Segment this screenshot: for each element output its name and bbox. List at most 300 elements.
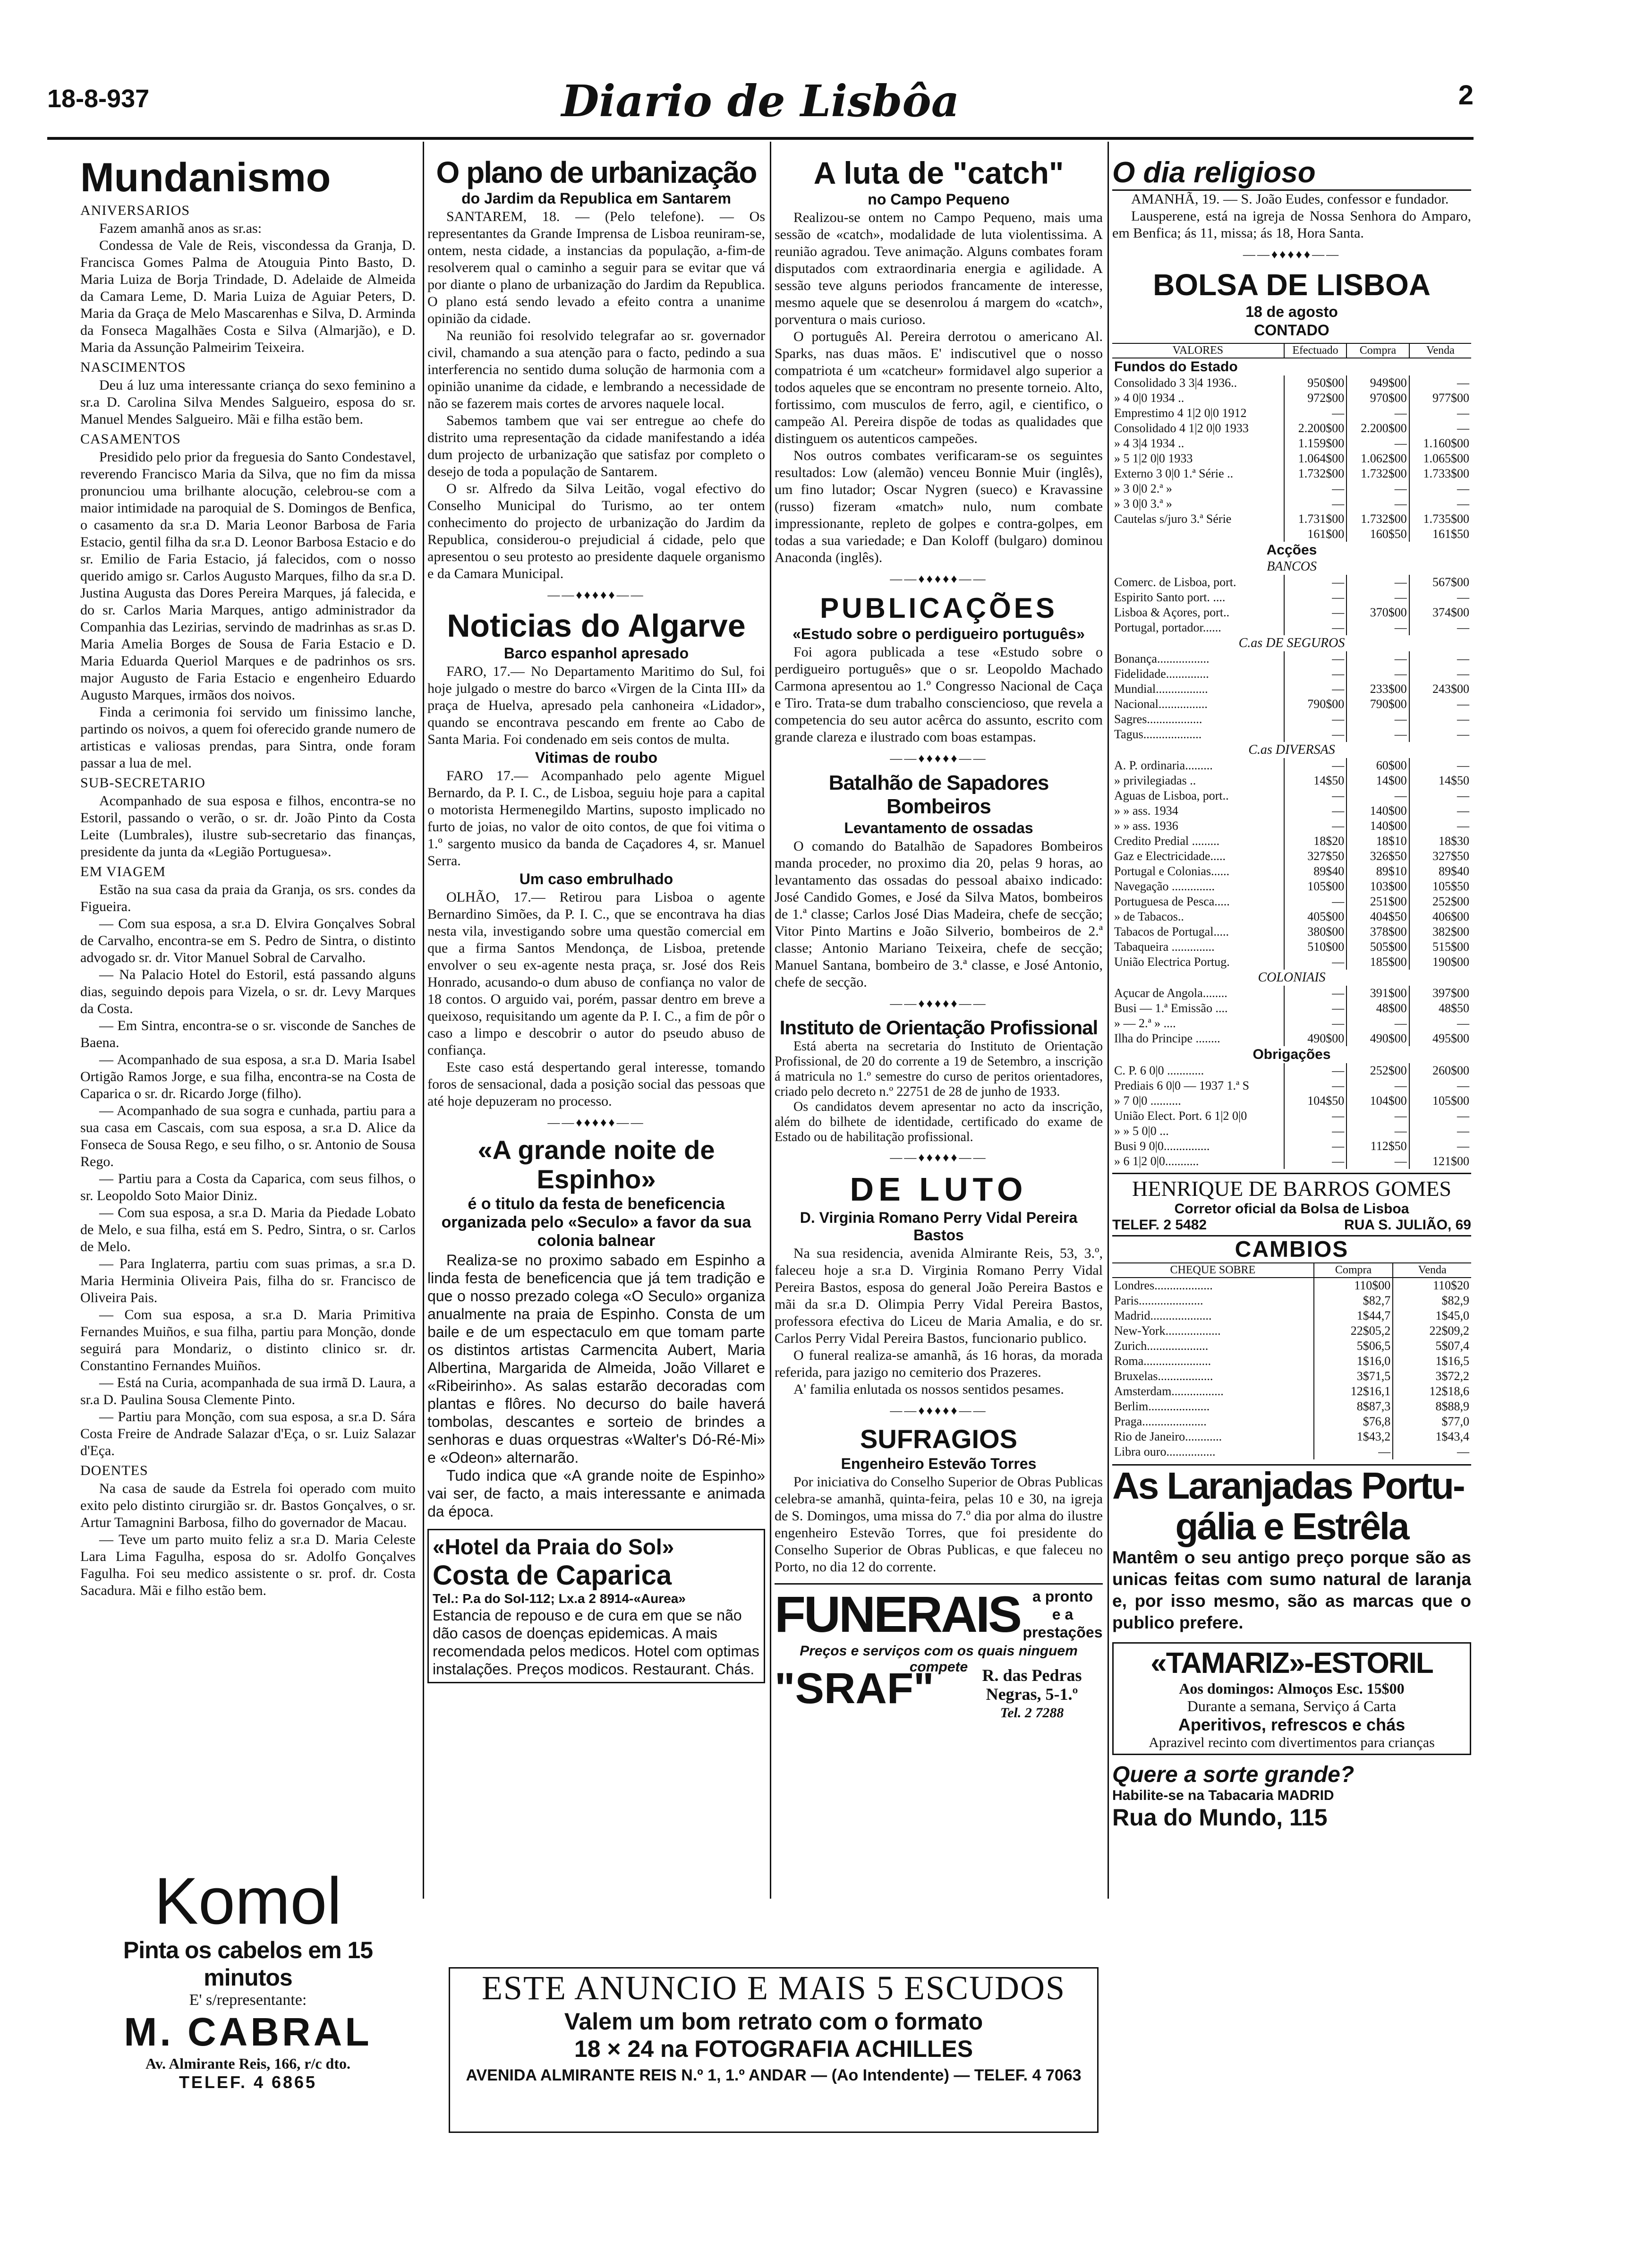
rate-cell: 1$44,7: [1314, 1308, 1393, 1323]
price-cell: 374$00: [1409, 605, 1471, 620]
paragraph: — Partiu para Monção, com sua esposa, a sr.a D. Sára Costa Freire de Andrade Salazar d'Eça, o sr. Luiz Salazar d'Eça.: [80, 1409, 416, 1458]
news-item-title: Um caso embrulhado: [519, 870, 673, 887]
paragraph: Está aberta na secretaria do Instituto de Orientação Profissional, de 20 do corrente a 19 de Setembro, a inscrição á matricula no 1.º semestre do curso de peritos orientadores, criado pelo decreto n.º 22751 de 28 de junho de 1933.: [775, 1039, 1103, 1099]
sufragios-subheading: Engenheiro Estevão Torres: [841, 1455, 1037, 1472]
price-cell: 970$00: [1346, 391, 1409, 406]
price-cell: 14$50: [1409, 773, 1471, 788]
bolsa-date: 18 de agosto: [1245, 303, 1338, 320]
achilles-line: Valem um bom retrato com o formato: [564, 2008, 983, 2035]
social-notes: [80, 202, 416, 1599]
currency-name: New-York..................: [1114, 1324, 1221, 1338]
price-cell: —: [1346, 1154, 1409, 1169]
price-cell: —: [1284, 788, 1346, 803]
price-cell: 2.200$00: [1284, 421, 1346, 436]
table-row: [1112, 406, 1471, 421]
price-cell: 18$20: [1284, 834, 1346, 849]
price-cell: 1.732$00: [1346, 466, 1409, 481]
luto-heading: DE LUTO: [850, 1171, 1028, 1208]
column-3: [775, 156, 1103, 1998]
gomes-ad: [1112, 1173, 1471, 1233]
page-number: 2: [1458, 80, 1474, 111]
price-cell: —: [1284, 1108, 1346, 1124]
price-cell: 1.735$00: [1409, 512, 1471, 527]
price-cell: 112$50: [1346, 1139, 1409, 1154]
rate-cell: 8$88,9: [1393, 1399, 1471, 1414]
security-name: Portuguesa de Pesca.....: [1114, 895, 1230, 908]
price-cell: —: [1409, 496, 1471, 512]
price-cell: —: [1409, 620, 1471, 635]
rate-cell: 5$07,4: [1393, 1339, 1471, 1354]
security-name: Credito Predial .........: [1114, 834, 1220, 848]
group-title: C.as DE SEGUROS: [1238, 636, 1345, 650]
price-cell: 505$00: [1346, 939, 1409, 955]
hotel-location: Costa de Caparica: [433, 1560, 672, 1591]
price-cell: 161$00: [1284, 527, 1346, 542]
cambios-table: [1112, 1262, 1471, 1459]
security-name: Açucar de Angola........: [1114, 986, 1227, 1000]
rate-cell: 110$00: [1314, 1278, 1393, 1293]
funerais-ad: [775, 1583, 1103, 1729]
price-cell: —: [1284, 605, 1346, 620]
tamariz-line: Aperitivos, refrescos e chás: [1178, 1715, 1406, 1734]
price-cell: 105$00: [1284, 879, 1346, 894]
table-row: [1112, 1399, 1471, 1414]
price-cell: 1.065$00: [1409, 451, 1471, 466]
laranjadas-title-2: gália e Estrêla: [1175, 1505, 1408, 1547]
price-cell: 405$00: [1284, 909, 1346, 924]
table-row: [1112, 1063, 1471, 1078]
security-name: Portugal e Colonias......: [1114, 864, 1230, 878]
price-cell: 104$50: [1284, 1093, 1346, 1108]
rate-cell: 110$20: [1393, 1278, 1471, 1293]
currency-name: Praga.....................: [1114, 1415, 1207, 1428]
komol-rep-label: E' s/representante:: [189, 1991, 307, 2009]
news-item-title: Vitimas de roubo: [535, 749, 657, 766]
price-cell: —: [1409, 1139, 1471, 1154]
table-row: [1112, 1016, 1471, 1031]
table-row: [1112, 955, 1471, 970]
publicacoes-heading: PUBLICAÇÕES: [820, 592, 1057, 624]
rate-cell: 3$71,5: [1314, 1369, 1393, 1384]
section-title: DOENTES: [80, 1463, 148, 1478]
table-header-row: [1112, 1263, 1471, 1278]
price-cell: —: [1346, 712, 1409, 727]
cambios-heading: CAMBIOS: [1112, 1235, 1471, 1262]
laranjadas-ad: [1112, 1464, 1471, 1634]
table-row: [1112, 864, 1471, 879]
price-cell: 790$00: [1346, 697, 1409, 712]
komol-address: Av. Almirante Reis, 166, r/c dto.: [145, 2055, 350, 2072]
security-name: Comerc. de Lisboa, port.: [1114, 575, 1236, 589]
paragraph: — Está na Curia, acompanhada de sua irmã D. Laura, a sr.a D. Paulina Sousa Clemente Pinto.: [80, 1375, 416, 1407]
bolsa-type: CONTADO: [1254, 322, 1329, 339]
price-cell: 251$00: [1346, 894, 1409, 909]
ornament: ——♦♦♦♦♦——: [547, 588, 645, 602]
price-cell: 1.732$00: [1284, 466, 1346, 481]
group-row: [1112, 742, 1471, 758]
price-cell: —: [1409, 819, 1471, 834]
column-2: [427, 156, 765, 2140]
komol-rep-name: M. CABRAL: [124, 2010, 372, 2054]
tamariz-line: Aos domingos: Almoços Esc. 15$00: [1179, 1680, 1405, 1697]
paragraph: O português Al. Pereira derrotou o americano Al. Sparks, nas duas mãos. E' indiscutivel que o nosso compatriota é um «catcheur» formidavel algo superior a todos aqueles que se encontram no presente torneio. Alto, fortissimo, com musculos de ferro, agil, e cientifico, o campeão Al. Pereira dispõe de todas as qualidades que distinguem os autenticos campeões.: [775, 329, 1103, 446]
bolsa-heading: BOLSA DE LISBOA: [1153, 268, 1431, 302]
security-name: Mundial.................: [1114, 682, 1208, 696]
paragraph: Tudo indica que «A grande noite de Espinho» vai ser, de facto, a mais interessante e animada da época.: [427, 1467, 765, 1520]
tamariz-line: Durante a semana, Serviço á Carta: [1187, 1697, 1397, 1714]
price-cell: —: [1346, 406, 1409, 421]
table-row: [1112, 527, 1471, 542]
paragraph: — Partiu para a Costa da Caparica, com seus filhos, o sr. Leopoldo Soto Maior Diniz.: [80, 1171, 416, 1203]
security-name: União Elect. Port. 6 1|2 0|0: [1114, 1109, 1247, 1123]
paragraph: Realiza-se no proximo sabado em Espinho a linda festa de beneficencia que já tem tradição e que o nosso prezado colega «O Seculo» organiza anualmente na praia de Espinho. Consta de um baile e de um espectaculo em que tomam parte os distintos artistas Carmencita Aubert, Maria Albertina, Margarida de Almeida, João Villaret e «Ribeirinho». As salas estarão decoradas com plantas e flôres. No decurso do baile haverá tombolas, descantes e sorteio de brindes a senhoras e duas orquestras «Walter's Dó-Ré-Mi» e «Odeon» alternarão.: [427, 1252, 765, 1466]
price-cell: 972$00: [1284, 391, 1346, 406]
price-cell: —: [1346, 666, 1409, 682]
price-cell: 18$10: [1346, 834, 1409, 849]
price-cell: —: [1346, 481, 1409, 496]
achilles-line: AVENIDA ALMIRANTE REIS N.º 1, 1.º ANDAR — (Ao Intendente) — TELEF. 4 7063: [466, 2066, 1082, 2084]
section-title: NASCIMENTOS: [80, 359, 186, 375]
bombeiros-heading: Batalhão de Sapadores Bombeiros: [828, 771, 1049, 818]
column-header: Venda: [1409, 343, 1471, 358]
price-cell: —: [1346, 1108, 1409, 1124]
rate-cell: 22$09,2: [1393, 1323, 1471, 1339]
group-row: [1112, 635, 1471, 651]
funerais-term: a pronto: [1032, 1588, 1093, 1605]
security-name: » 6 1|2 0|0...........: [1114, 1154, 1199, 1168]
paragraph: AMANHÃ, 19. — S. João Eudes, confessor e fundador.: [1131, 191, 1449, 207]
price-cell: 89$40: [1409, 864, 1471, 879]
security-name: » » ass. 1934: [1114, 804, 1178, 818]
price-cell: —: [1284, 1001, 1346, 1016]
table-row: [1112, 712, 1471, 727]
paragraph: Finda a cerimonia foi servido um finissimo lanche, partindo os noivos, a quem foi oferecido grande numero de artisticas e valiosas prendas, para Sintra, onde foram passar a lua de mel.: [80, 704, 416, 771]
komol-slogan: Pinta os cabelos em 15 minutos: [123, 1937, 373, 1991]
price-cell: 406$00: [1409, 909, 1471, 924]
security-name: » de Tabacos..: [1114, 910, 1184, 923]
paragraph: A' familia enlutada os nossos sentidos pesames.: [793, 1381, 1064, 1397]
table-row: [1112, 1354, 1471, 1369]
table-row: [1112, 834, 1471, 849]
tamariz-ad: [1112, 1642, 1471, 1755]
table-row: [1112, 1031, 1471, 1046]
table-row: [1112, 1339, 1471, 1354]
table-row: [1112, 605, 1471, 620]
security-name: Fidelidade..............: [1114, 667, 1209, 681]
security-name: União Electrica Portug.: [1114, 955, 1230, 969]
table-row: [1112, 1293, 1471, 1308]
catch-subheading: no Campo Pequeno: [868, 191, 1010, 208]
price-cell: 380$00: [1284, 924, 1346, 939]
price-cell: 14$50: [1284, 773, 1346, 788]
bolsa-table: [1112, 343, 1471, 1169]
price-cell: —: [1409, 788, 1471, 803]
group-title: BANCOS: [1267, 559, 1317, 574]
price-cell: 2.200$00: [1346, 421, 1409, 436]
funerais-title: FUNERAIS: [775, 1586, 1021, 1643]
funerais-terms: [1022, 1587, 1103, 1641]
gomes-name: HENRIQUE DE BARROS GOMES: [1132, 1177, 1451, 1201]
rate-cell: 12$16,1: [1314, 1384, 1393, 1399]
achilles-line: ESTE ANUNCIO E MAIS 5 ESCUDOS: [481, 1969, 1066, 2007]
paragraph: — Em Sintra, encontra-se o sr. visconde de Sanches de Baena.: [80, 1018, 416, 1050]
currency-name: Paris.....................: [1114, 1294, 1203, 1307]
price-cell: —: [1284, 727, 1346, 742]
group-row: [1112, 358, 1471, 375]
paragraph: — Com sua esposa, a sr.a D. Maria da Piedade Lobato de Melo, e sua filha, está em S. Pedro, Sintra, o sr. Carlos de Melo.: [80, 1205, 416, 1254]
rate-cell: 12$18,6: [1393, 1384, 1471, 1399]
price-cell: 1.732$00: [1346, 512, 1409, 527]
price-cell: 397$00: [1409, 986, 1471, 1001]
price-cell: 243$00: [1409, 682, 1471, 697]
price-cell: 382$00: [1409, 924, 1471, 939]
paragraph: Fazem amanhã anos as sr.as:: [99, 221, 262, 236]
price-cell: 104$00: [1346, 1093, 1409, 1108]
price-cell: —: [1346, 496, 1409, 512]
security-name: Tagus...................: [1114, 727, 1202, 741]
paragraph: O sr. Alfredo da Silva Leitão, vogal efectivo do Conselho Municipal do Turismo, ao ter ontem conhecimento do projecto de urbanização do Jardim da Republica, considerou-o prejudicial á cidade, pelo que apresentou o seu protesto ao presidente daquele organismo e da Camara Municipal.: [427, 481, 765, 581]
price-cell: —: [1284, 620, 1346, 635]
gomes-role: Corretor oficial da Bolsa de Lisboa: [1174, 1201, 1409, 1217]
table-row: [1112, 1429, 1471, 1444]
price-cell: —: [1284, 682, 1346, 697]
urbanizacao-heading: O plano de urbanização: [436, 156, 757, 189]
table-row: [1112, 788, 1471, 803]
price-cell: —: [1409, 758, 1471, 773]
price-cell: —: [1284, 894, 1346, 909]
luto-subheading: D. Virginia Romano Perry Vidal Pereira Bastos: [800, 1209, 1078, 1244]
price-cell: —: [1409, 1078, 1471, 1093]
price-cell: 327$50: [1284, 849, 1346, 864]
column-rule: [770, 142, 771, 1899]
rate-cell: 22$05,2: [1314, 1323, 1393, 1339]
security-name: Prediais 6 0|0 — 1937 1.ª S: [1114, 1079, 1250, 1092]
price-cell: 161$50: [1409, 527, 1471, 542]
price-cell: —: [1284, 1124, 1346, 1139]
price-cell: 105$00: [1409, 1093, 1471, 1108]
price-cell: —: [1346, 575, 1409, 590]
paragraph: — Com sua esposa, a sr.a D. Elvira Gonçalves Sobral de Carvalho, encontra-se em S. Pedro de Sintra, o distinto advogado sr. dr. Vitor Manuel Sobral de Carvalho.: [80, 916, 416, 965]
paragraph: Por iniciativa do Conselho Superior de Obras Publicas celebra-se amanhã, quinta-feira, pelas 10 e 30, na igreja de S. Domingos, uma missa do 7.º dia por alma do ilustre engenheiro Estevão Torres, que foi presidente do Conselho Superior de Obras Publicas, e que faleceu no Porto, no dia 12 do corrente.: [775, 1474, 1103, 1575]
rate-cell: 1$16,0: [1314, 1354, 1393, 1369]
paragraph: Estão na sua casa da praia da Granja, os srs. condes da Figueira.: [80, 882, 416, 914]
issue-date: 18-8-937: [47, 85, 150, 113]
security-name: Bonança.................: [1114, 652, 1210, 665]
group-title: Fundos do Estado: [1114, 359, 1238, 375]
price-cell: 48$50: [1409, 1001, 1471, 1016]
rate-cell: 8$87,3: [1314, 1399, 1393, 1414]
price-cell: 252$00: [1409, 894, 1471, 909]
sufragios-heading: SUFRAGIOS: [860, 1424, 1017, 1454]
price-cell: 1.160$00: [1409, 436, 1471, 451]
price-cell: —: [1284, 666, 1346, 682]
price-cell: —: [1284, 803, 1346, 819]
funerais-line: Preços e serviços com os quais ninguem compete: [800, 1643, 1078, 1675]
price-cell: 121$00: [1409, 1154, 1471, 1169]
table-row: [1112, 1369, 1471, 1384]
paragraph: — Acompanhado de sua sogra e cunhada, partiu para a sua casa em Cascais, com sua esposa, a sr.a D. Alice da Fonseca de Sousa Rego, e seu filho, o sr. Antonio de Sousa Rego.: [80, 1103, 416, 1169]
security-name: » privilegiadas ..: [1114, 774, 1196, 787]
algarve-heading: Noticias do Algarve: [447, 608, 746, 644]
group-title: C.as DIVERSAS: [1248, 742, 1335, 757]
gomes-contact: [1112, 1217, 1471, 1233]
ornament: ——♦♦♦♦♦——: [890, 751, 988, 765]
instituto-heading: Instituto de Orientação Profissional: [779, 1016, 1098, 1039]
hotel-name: «Hotel da Praia do Sol»: [433, 1535, 674, 1559]
funerais-addr-line: R. das Pedras: [982, 1666, 1082, 1685]
rate-cell: 1$16,5: [1393, 1354, 1471, 1369]
table-row: [1112, 496, 1471, 512]
masthead: [47, 76, 1474, 128]
security-name: Tabaqueira ..............: [1114, 940, 1215, 954]
price-cell: —: [1409, 666, 1471, 682]
price-cell: 252$00: [1346, 1063, 1409, 1078]
table-row: [1112, 727, 1471, 742]
price-cell: —: [1346, 651, 1409, 666]
table-row: [1112, 1108, 1471, 1124]
paragraph: Acompanhado de sua esposa e filhos, encontra-se no Estoril, passando o verão, o sr. dr. João Pinto da Costa Leite (Lumbrales), ilustre sub-secretario das finanças, presidente da junta da «Legião Portuguesa».: [80, 793, 416, 860]
paragraph: Os candidatos devem apresentar no acto da inscrição, além do bilhete de identidade, certificado do exame de Estado ou de habilitação profissional.: [775, 1100, 1103, 1144]
column-header: Compra: [1346, 343, 1409, 358]
price-cell: 260$00: [1409, 1063, 1471, 1078]
table-row: [1112, 466, 1471, 481]
security-name: Gaz e Electricidade.....: [1114, 849, 1226, 863]
price-cell: —: [1284, 590, 1346, 605]
paragraph: — Com sua esposa, a sr.a D. Maria Primitiva Fernandes Muiños, e sua filha, partiu para Monção, donde seguirá para Mondariz, o distinto clinico sr. dr. Constantino Fernandes Muiños.: [80, 1307, 416, 1373]
price-cell: 370$00: [1346, 605, 1409, 620]
price-cell: 510$00: [1284, 939, 1346, 955]
price-cell: —: [1346, 1124, 1409, 1139]
table-row: [1112, 682, 1471, 697]
section-title: EM VIAGEM: [80, 864, 166, 879]
price-cell: 495$00: [1409, 1031, 1471, 1046]
price-cell: —: [1409, 406, 1471, 421]
column-4: [1112, 156, 1471, 2140]
rate-cell: 1$43,4: [1393, 1429, 1471, 1444]
funerais-term: e a: [1052, 1606, 1074, 1623]
religioso-heading: O dia religioso: [1112, 156, 1471, 191]
security-name: » — 2.ª » ....: [1114, 1016, 1176, 1030]
news-item-title: Barco espanhol apresado: [503, 645, 689, 662]
hotel-phone: Tel.: P.a do Sol-112; Lx.a 2 8914-«Aurea»: [433, 1591, 686, 1606]
price-cell: —: [1284, 1063, 1346, 1078]
ornament: ——♦♦♦♦♦——: [547, 1116, 645, 1129]
price-cell: —: [1409, 590, 1471, 605]
security-name: Consolidado 3 3|4 1936..: [1114, 376, 1237, 390]
group-row: [1112, 1046, 1471, 1063]
price-cell: 14$00: [1346, 773, 1409, 788]
security-name: » 4 0|0 1934 ..: [1114, 391, 1184, 405]
paragraph: O funeral realiza-se amanhã, ás 16 horas, da morada referida, para jazigo no cemiterio dos Prazeres.: [775, 1347, 1103, 1380]
group-title: Acções: [1266, 542, 1317, 558]
security-name: » » 5 0|0 ...: [1114, 1124, 1169, 1138]
table-row: [1112, 819, 1471, 834]
table-row: [1112, 421, 1471, 436]
security-name: A. P. ordinaria.........: [1114, 759, 1213, 772]
table-row: [1112, 575, 1471, 590]
table-row: [1112, 1414, 1471, 1429]
paragraph: FARO 17.— Acompanhado pelo agente Miguel Bernardo, da P. I. C., de Lisboa, seguiu hoje para a capital o motorista Hermenegildo Martins, suposto implicado no furto de joias, no valor de oito contos, de que foi vitima o 1.º sargento musico da banda de Caçadores 4, sr. Manuel Serra.: [427, 768, 765, 869]
price-cell: —: [1284, 651, 1346, 666]
currency-name: Rio de Janeiro............: [1114, 1430, 1222, 1443]
security-name: C. P. 6 0|0 ............: [1114, 1064, 1204, 1077]
tamariz-title: «TAMARIZ»-ESTORIL: [1150, 1647, 1433, 1680]
price-cell: 950$00: [1284, 375, 1346, 391]
security-name: Busi 9 0|0...............: [1114, 1139, 1210, 1153]
price-cell: —: [1284, 1078, 1346, 1093]
price-cell: 515$00: [1409, 939, 1471, 955]
table-row: [1112, 651, 1471, 666]
sorte-ad: [1112, 1762, 1471, 1831]
group-row: [1112, 542, 1471, 559]
rate-cell: —: [1393, 1444, 1471, 1459]
rate-cell: 1$45,0: [1393, 1308, 1471, 1323]
security-name: Tabacos de Portugal.....: [1114, 925, 1229, 938]
security-name: Navegação ..............: [1114, 879, 1215, 893]
currency-name: Bruxelas..................: [1114, 1369, 1213, 1383]
table-row: [1112, 391, 1471, 406]
table-row: [1112, 697, 1471, 712]
group-row: [1112, 559, 1471, 575]
table-header-row: [1112, 343, 1471, 358]
ornament: ——♦♦♦♦♦——: [890, 1151, 988, 1164]
price-cell: —: [1284, 955, 1346, 970]
espinho-body: [427, 1251, 765, 1520]
price-cell: —: [1409, 1124, 1471, 1139]
price-cell: 140$00: [1346, 803, 1409, 819]
table-row: [1112, 1078, 1471, 1093]
price-cell: 89$10: [1346, 864, 1409, 879]
currency-name: Libra ouro................: [1114, 1445, 1216, 1458]
table-row: [1112, 1384, 1471, 1399]
sorte-line: Rua do Mundo, 115: [1112, 1804, 1328, 1831]
religioso-body: [1112, 191, 1471, 242]
laranjadas-text: Mantêm o seu antigo preço porque são as unicas feitas com sumo natural de laranja e, por isso mesmo, são as marcas que o publico prefere.: [1112, 1548, 1471, 1632]
paragraph: Foi agora publicada a tese «Estudo sobre o perdigueiro português» que o sr. Leopoldo Machado Carmona apresentou ao 1.º Congresso Nacional de Caça e Tiro. Trata-se dum trabalho consciencioso, que revela a competencia do seu autor acêrca do assunto, escrito com grande clareza e ilustrado com boas estampas.: [775, 644, 1103, 745]
table-row: [1112, 1093, 1471, 1108]
price-cell: —: [1409, 712, 1471, 727]
price-cell: —: [1409, 803, 1471, 819]
price-cell: —: [1409, 375, 1471, 391]
security-name: Consolidado 4 1|2 0|0 1933: [1114, 421, 1249, 435]
price-cell: 48$00: [1346, 1001, 1409, 1016]
column-rule: [1108, 142, 1109, 1899]
price-cell: 567$00: [1409, 575, 1471, 590]
table-row: [1112, 590, 1471, 605]
section-title: ANIVERSARIOS: [80, 203, 190, 218]
paragraph: FARO, 17.— No Departamento Maritimo do Sul, foi hoje julgado o mestre do barco «Virgen de la Cinta III» da praça de Huelva, apresado pela canhoneira «Lidador», quando se encontrava pescando em frente ao Cabo de Santa Maria. Foi condenado em seis contos de multa.: [427, 664, 765, 747]
paragraph: Deu á luz uma interessante criança do sexo feminino a sr.a D. Carolina Silva Mendes Salgueiro, esposa do sr. Manuel Mendes Salgueiro. Mãi e filha estão bem.: [80, 377, 416, 427]
price-cell: 103$00: [1346, 879, 1409, 894]
komol-brand: Komol: [154, 1864, 342, 1938]
rate-cell: 5$06,5: [1314, 1339, 1393, 1354]
paragraph: — Para Inglaterra, partiu com suas primas, a sr.a D. Maria Herminia Oliveira Pais, filha do sr. Francisco de Oliveira Pais.: [80, 1256, 416, 1305]
table-row: [1112, 436, 1471, 451]
espinho-deck: é o titulo da festa de beneficencia organizada pelo «Seculo» a favor da sua colonia balnear: [441, 1195, 751, 1250]
paragraph: OLHÃO, 17.— Retirou para Lisboa o agente Bernardino Simões, da P. I. C., que se encontrava ha dias nesta vila, investigando sobre uma questão comercial em que a firma Santos Mendonça, de Lisboa, pretende envolver o seu ex-agente nesta praça, sr. José dos Reis Honrado, acusando-o dum abuso de confiança no valor de 18 contos. O arguido vai, porém, passar dentro em breve a queixoso, requisitando um agente da P. I. C., a fim de pôr o caso a limpo e descobrir o autor do pseudo abuso de confiança.: [427, 889, 765, 1058]
security-name: » » ass. 1936: [1114, 819, 1178, 833]
rate-cell: $82,9: [1393, 1293, 1471, 1308]
price-cell: 1.731$00: [1284, 512, 1346, 527]
table-row: [1112, 1154, 1471, 1169]
column-header: VALORES: [1112, 343, 1284, 358]
column-rule: [423, 142, 424, 1899]
paragraph: O comando do Batalhão de Sapadores Bombeiros manda proceder, no proximo dia 20, pelas 9 horas, ao levantamento das ossadas do pessoal abaixo indicado: José Candido Gomes, e José da Silva Matos, bombeiros de 1.ª classe; Carlos José Dias Madeira, chefe de secção; Vitor Pinto Martins e João Silverio, bombeiros de 2.ª classe; Antonio Mariano Teixeira, chefe de secção; Manuel Santana, bombeiro de 3.ª classe, e José Antonio, chefe de secção.: [775, 838, 1103, 990]
price-cell: 977$00: [1409, 391, 1471, 406]
group-row: [1112, 970, 1471, 986]
price-cell: —: [1284, 758, 1346, 773]
group-title: Obrigações: [1253, 1047, 1331, 1062]
